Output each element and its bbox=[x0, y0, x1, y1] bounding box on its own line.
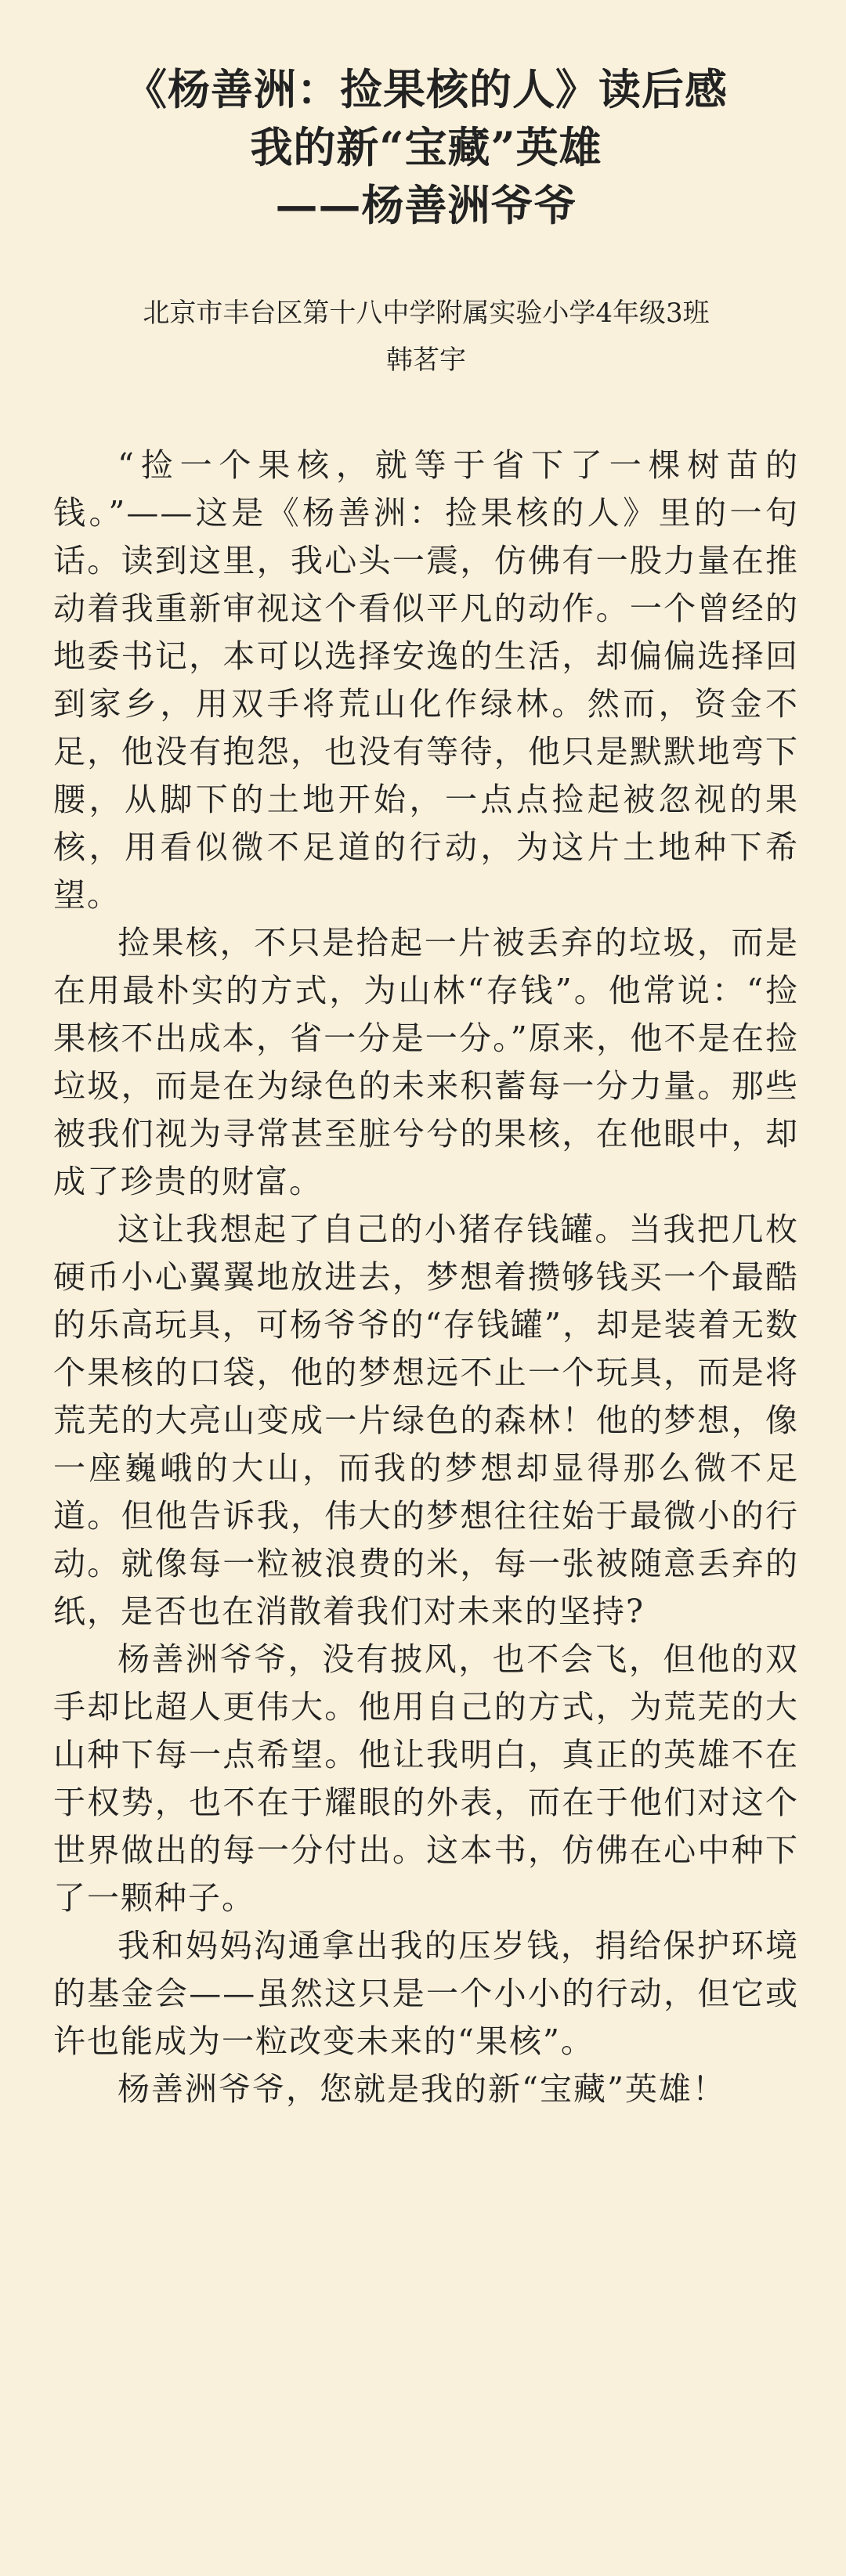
author-info bbox=[53, 290, 799, 384]
title-line-3: ——杨善洲爷爷 bbox=[275, 180, 577, 230]
paragraph-6: 杨善洲爷爷，您就是我的新“宝藏”英雄！ bbox=[118, 2070, 726, 2108]
title-line-2: 我的新“宝藏”英雄 bbox=[250, 122, 602, 172]
title-line-1: 《杨善洲：捡果核的人》读后感 bbox=[125, 64, 728, 114]
paragraph-2: 捡果核，不只是拾起一片被丢弃的垃圾，而是在用最朴实的方式，为山林“存钱”。他常说：“捡果核不出成本，省一分是一分。”原来，他不是在捡垃圾，而是在为绿色的未来积蓄每一分力量。那些被我们视为寻常甚至脏兮兮的果核，在他眼中，却成了珍贵的财富。 bbox=[53, 924, 799, 1200]
paragraph-4: 杨善洲爷爷，没有披风，也不会飞，但他的双手却比超人更伟大。他用自己的方式，为荒芜的大山种下每一点希望。他让我明白，真正的英雄不在于权势，也不在于耀眼的外表，而在于他们对这个世界做出的每一分付出。这本书，仿佛在心中种下了一颗种子。 bbox=[53, 1640, 799, 1917]
paragraph-3: 这让我想起了自己的小猪存钱罐。当我把几枚硬币小心翼翼地放进去，梦想着攒够钱买一个最酷的乐高玩具，可杨爷爷的“存钱罐”，却是装着无数个果核的口袋，他的梦想远不止一个玩具，而是将荒芜的大亮山变成一片绿色的森林！他的梦想，像一座巍峨的大山，而我的梦想却显得那么微不足道。但他告诉我，伟大的梦想往往始于最微小的行动。就像每一粒被浪费的米，每一张被随意丢弃的纸，是否也在消散着我们对未来的坚持? bbox=[53, 1210, 799, 1630]
paragraph-1: “捡一个果核，就等于省下了一棵树苗的钱。”——这是《杨善洲：捡果核的人》里的一句话。读到这里，我心头一震，仿佛有一股力量在推动着我重新审视这个看似平凡的动作。一个曾经的地委书记，本可以选择安逸的生活，却偏偏选择回到家乡，用双手将荒山化作绿林。然而，资金不足，他没有抱怨，也没有等待，他只是默默地弯下腰，从脚下的土地开始，一点点捡起被忽视的果核，用看似微不足道的行动，为这片土地种下希望。 bbox=[53, 446, 799, 914]
essay-body bbox=[53, 442, 799, 2113]
author-school: 北京市丰台区第十八中学附属实验小学4年级3班 bbox=[143, 298, 710, 329]
author-name: 韩茗宇 bbox=[386, 345, 466, 376]
paragraph-5: 我和妈妈沟通拿出我的压岁钱，捐给保护环境的基金会——虽然这只是一个小小的行动，但它或许也能成为一粒改变未来的“果核”。 bbox=[53, 1927, 799, 2060]
essay-title bbox=[53, 61, 799, 233]
